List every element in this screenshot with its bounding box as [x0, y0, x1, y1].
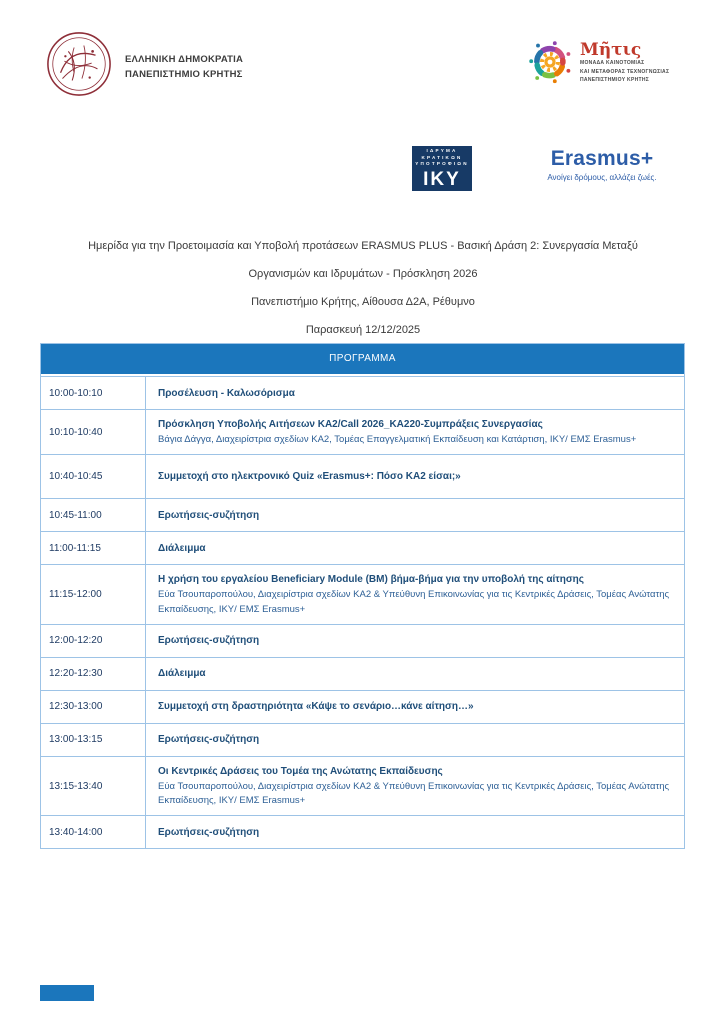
session-speaker: Εύα Τσουπαροπούλου, Διαχειρίστρια σχεδίων ΚΑ2 & Υπεύθυνη Επικοινωνίας για τις Κεντρικές Δράσεις, Τομέας Ανώτατης Εκπαίδευσης, ΙΚΥ/ ΕΜΣ Erasmus+ — [158, 780, 670, 806]
metis-subline-3: ΠΑΝΕΠΙΣΤΗΜΙΟΥ ΚΡΗΤΗΣ — [580, 77, 650, 83]
session-content — [146, 565, 684, 624]
session-content — [146, 501, 684, 530]
session-title: Ερωτήσεις-συζήτηση — [158, 635, 260, 647]
session-title: Προσέλευση - Καλωσόρισμα — [158, 387, 295, 399]
session-time: 11:15-12:00 — [41, 565, 146, 624]
session-content — [146, 659, 684, 688]
session-title: Διάλειμμα — [158, 542, 206, 554]
metis-subline-2: ΚΑΙ ΜΕΤΑΦΟΡΑΣ ΤΕΧΝΟΓΝΩΣΙΑΣ — [580, 68, 670, 75]
table-row — [41, 690, 684, 723]
session-time: 13:00-13:15 — [41, 724, 146, 756]
table-row — [41, 815, 684, 848]
session-title: Η χρήση του εργαλείου Beneficiary Module (BM) βήμα-βήμα για την υποβολή της αίτησης — [158, 574, 584, 586]
university-of-crete-label: ΠΑΝΕΠΙΣΤΗΜΙΟ ΚΡΗΤΗΣ — [125, 68, 243, 80]
session-content — [146, 626, 684, 655]
iky-logo — [412, 146, 472, 191]
session-content — [146, 692, 684, 721]
table-row — [41, 756, 684, 816]
iky-acronym: IKY — [423, 169, 461, 191]
session-content — [146, 757, 684, 816]
erasmus-brand: Erasmus+ — [550, 147, 654, 170]
session-content — [146, 462, 684, 491]
event-title-block — [40, 232, 686, 344]
session-title: Διάλειμμα — [158, 668, 206, 680]
session-content — [146, 818, 684, 847]
iky-line-1: ΙΔΡΥΜΑ — [426, 147, 458, 153]
table-continuation-fragment — [40, 985, 94, 1001]
event-date: Παρασκευή 12/12/2025 — [305, 324, 421, 336]
session-content — [146, 725, 684, 754]
university-of-crete-seal-icon — [45, 30, 113, 98]
event-title: Ημερίδα για την Προετοιμασία και Υποβολή προτάσεων ERASMUS PLUS - Βασική Δράση 2: Συνεργασία Μεταξύ Οργανισμών και Ιδρυμάτων - Πρόσκληση 2026 — [88, 240, 638, 280]
session-time: 10:00-10:10 — [41, 377, 146, 409]
session-content — [146, 379, 684, 408]
table-row — [41, 657, 684, 690]
event-venue: Πανεπιστήμιο Κρήτης, Αίθουσα Δ2Α, Ρέθυμνο — [251, 296, 475, 308]
university-header — [45, 30, 243, 98]
table-row — [41, 723, 684, 756]
session-time: 11:00-11:15 — [41, 532, 146, 564]
session-content — [146, 534, 684, 563]
table-row — [41, 531, 684, 564]
table-row — [41, 564, 684, 624]
metis-logo-block — [526, 38, 669, 86]
session-time: 10:45-11:00 — [41, 499, 146, 531]
erasmus-logo — [536, 147, 668, 182]
session-time: 10:10-10:40 — [41, 410, 146, 454]
hellenic-republic-label: ΕΛΛΗΝΙΚΗ ΔΗΜΟΚΡΑΤΙΑ — [125, 54, 244, 65]
session-title: Συμμετοχή στη δραστηριότητα «Κάψε το σενάριο…κάνε αίτηση…» — [158, 701, 474, 713]
session-content — [146, 410, 684, 454]
table-row — [41, 454, 684, 498]
metis-gear-people-icon — [526, 38, 574, 86]
session-title: Συμμετοχή στο ηλεκτρονικό Quiz «Erasmus+: Πόσο ΚΑ2 είσαι;» — [158, 471, 461, 483]
iky-line-2: ΚΡΑΤΙΚΩΝ — [421, 154, 463, 160]
session-speaker: Εύα Τσουπαροπούλου, Διαχειρίστρια σχεδίων ΚΑ2 & Υπεύθυνη Επικοινωνίας για τις Κεντρικές Δράσεις, Τομέας Ανώτατης Εκπαίδευσης, ΙΚΥ/ ΕΜΣ Erasmus+ — [158, 589, 670, 615]
program-rows — [41, 376, 684, 848]
session-title: Πρόσκληση Υποβολής Αιτήσεων ΚΑ2/Call 2026_ΚΑ220-Συμπράξεις Συνεργασίας — [158, 419, 543, 430]
session-title: Οι Κεντρικές Δράσεις του Τομέα της Ανώτατης Εκπαίδευσης — [158, 765, 443, 777]
session-title: Ερωτήσεις-συζήτηση — [158, 734, 260, 746]
session-time: 12:20-12:30 — [41, 658, 146, 690]
session-time: 13:40-14:00 — [41, 816, 146, 848]
metis-subline-1: ΜΟΝΑΔΑ ΚΑΙΝΟΤΟΜΙΑΣ — [580, 60, 645, 66]
session-time: 12:30-13:00 — [41, 691, 146, 723]
program-table — [40, 343, 685, 849]
session-time: 10:40-10:45 — [41, 455, 146, 498]
session-speaker: Βάγια Δάγγα, Διαχειρίστρια σχεδίων ΚΑ2, Τομέας Επαγγελματική Εκπαίδευση και Κατάρτιση, ΙΚΥ/ ΕΜΣ Erasmus+ — [158, 434, 637, 445]
session-title: Ερωτήσεις-συζήτηση — [158, 826, 260, 838]
session-time: 13:15-13:40 — [41, 757, 146, 816]
session-time: 12:00-12:20 — [41, 625, 146, 657]
table-row — [41, 376, 684, 409]
metis-brand: Μῆτις — [580, 40, 642, 60]
program-table-header: ΠΡΟΓΡΑΜΜΑ — [41, 344, 684, 376]
session-title: Ερωτήσεις-συζήτηση — [158, 509, 260, 521]
table-row — [41, 624, 684, 657]
table-row — [41, 409, 684, 454]
table-row — [41, 498, 684, 531]
iky-line-3: ΥΠΟΤΡΟΦΙΩΝ — [415, 161, 469, 167]
erasmus-tagline: Ανοίγει δρόμους, αλλάζει ζωές. — [547, 173, 657, 182]
